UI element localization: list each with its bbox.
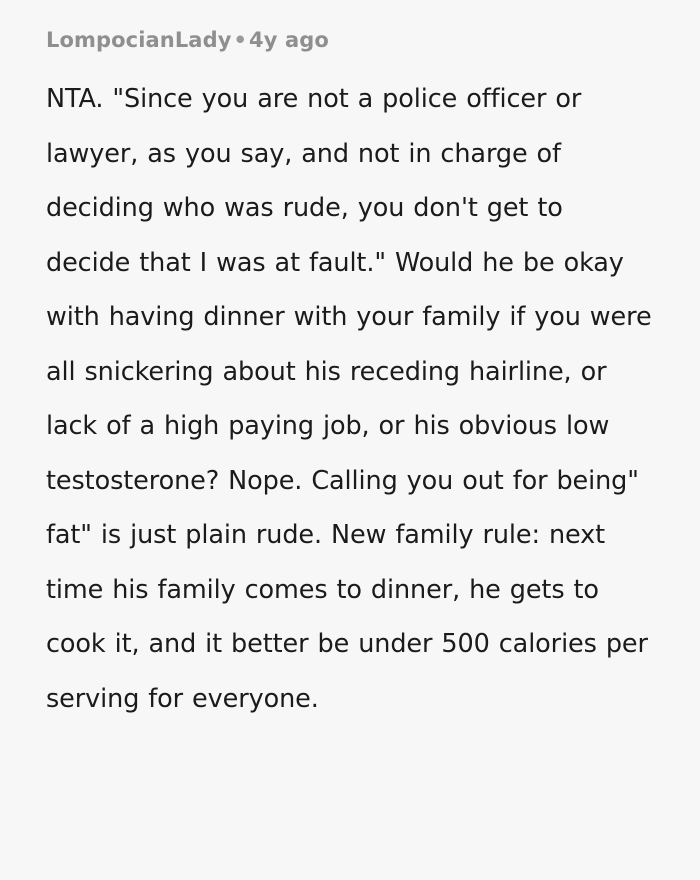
comment-timestamp: 4y ago (249, 28, 329, 52)
comment-author[interactable]: LompocianLady (46, 28, 232, 52)
meta-separator: • (233, 28, 248, 52)
comment-body: NTA. "Since you are not a police officer or lawyer, as you say, and not in charge of deciding who was rude, you don't get to decide that I was at fault." Would he be okay with having dinner with your family if you were all snickering about his receding hairline, or lack of a high paying job, or his obvious low testosterone? Nope. Calling you out for being" fat" is just plain rude. New family rule: next time his family comes to dinner, he gets to cook it, and it better be under 500 calories per serving for everyone. (46, 84, 652, 714)
comment-meta (46, 28, 654, 52)
